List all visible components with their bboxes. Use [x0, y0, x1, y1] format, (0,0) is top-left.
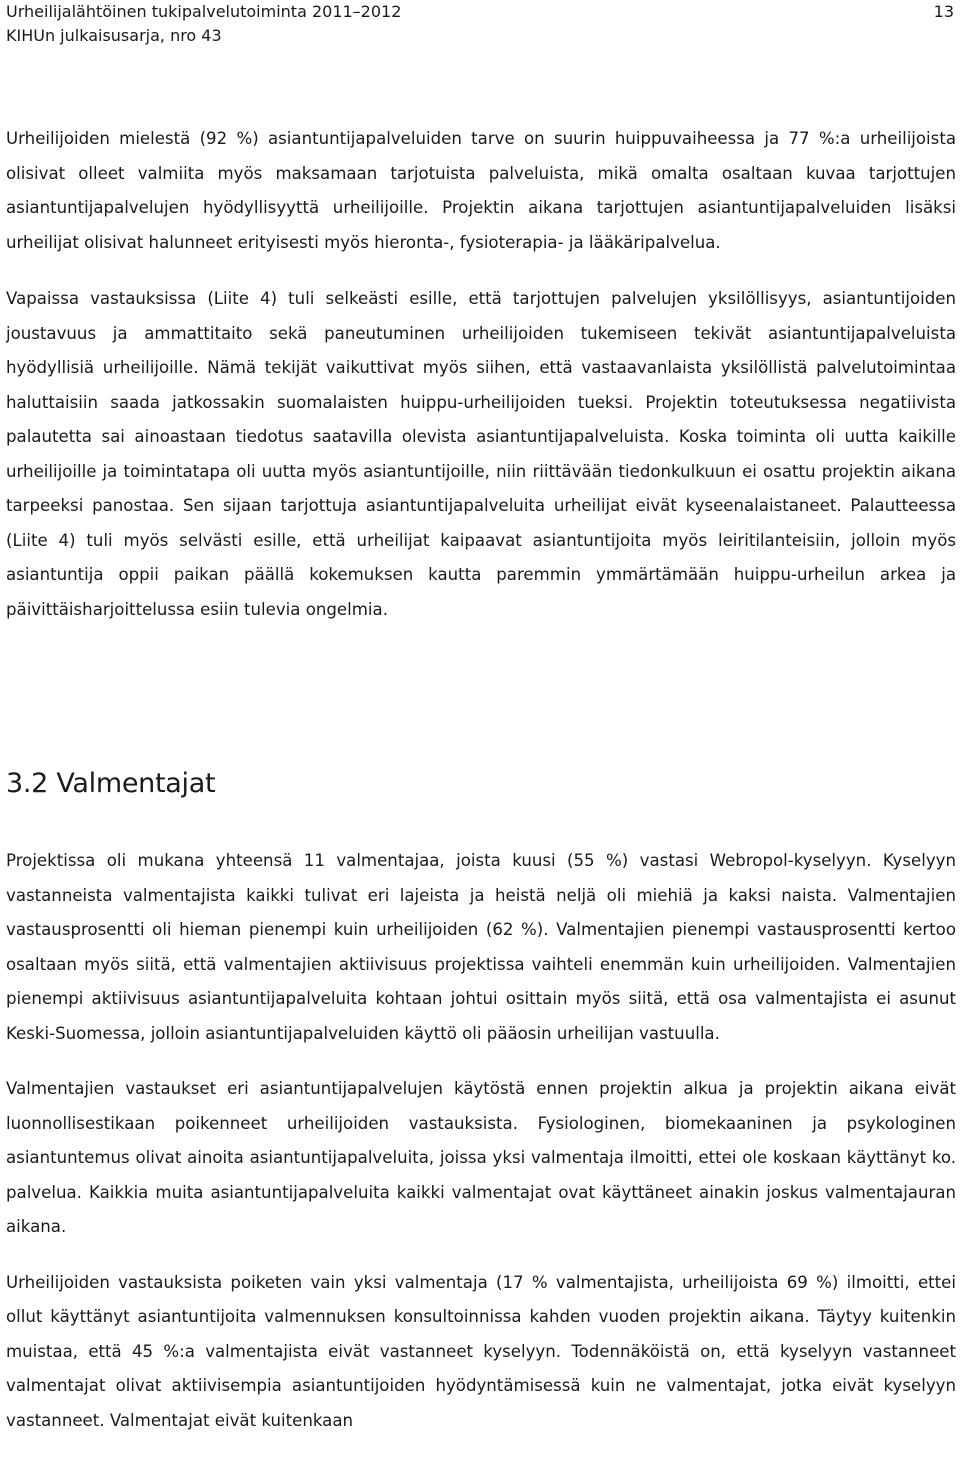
page-number: 13 — [933, 2, 954, 21]
paragraph: Urheilijoiden mielestä (92 %) asiantuntijapalveluiden tarve on suurin huippuvaiheessa ja 77 %:a urheilijoista olisivat olleet valmiita myös maksamaan tarjotuista palveluista, mikä omalta osaltaan kuvaa tarjottujen asiantuntijapalvelujen hyödyllisyyttä urheilijoille. Projektin aikana tarjottujen asiantuntijapalveluiden lisäksi urheilijat olisivat halunneet erityisesti myös hieronta-, fysioterapia- ja lääkäripalvelua. — [6, 129, 956, 252]
paragraph: Valmentajien vastaukset eri asiantuntijapalvelujen käytöstä ennen projektin alkua ja projektin aikana eivät luonnollisestikaan poikenneet urheilijoiden vastauksista. Fysiologinen, biomekaaninen ja psykologinen asiantuntemus olivat ainoita asiantuntijapalveluita, joissa yksi valmentaja ilmoitti, ettei ole koskaan käyttänyt ko. palvelua. Kaikkia muita asiantuntijapalveluita kaikki valmentajat ovat käyttäneet ainakin joskus valmentajauran aikana. — [6, 1079, 956, 1236]
section-valmentajat-text — [6, 844, 956, 1438]
publication-title: Urheilijalähtöinen tukipalvelutoiminta 2011–2012 — [6, 2, 402, 21]
paragraph: Projektissa oli mukana yhteensä 11 valmentajaa, joista kuusi (55 %) vastasi Webropol-kyselyyn. Kyselyyn vastanneista valmentajista kaikki tulivat eri lajeista ja heistä neljä oli miehiä ja kaksi naista. Valmentajien vastausprosentti oli hieman pienempi kuin urheilijoiden (62 %). Valmentajien pienempi vastausprosentti kertoo osaltaan myös siitä, että valmentajien aktiivisuus projektissa vaihteli enemmän kuin urheilijoiden. Valmentajien pienempi aktiivisuus asiantuntijapalveluita kohtaan johtui osittain myös siitä, että osa valmentajista ei asunut Keski-Suomessa, jolloin asiantuntijapalveluiden käyttö oli pääosin urheilijan vastuulla. — [6, 851, 956, 1043]
paragraph: Urheilijoiden vastauksista poiketen vain yksi valmentaja (17 % valmentajista, urheilijoista 69 %) ilmoitti, ettei ollut käyttänyt asiantuntijoita valmennuksen konsultoinnissa kahden vuoden projektin aikana. Täytyy kuitenkin muistaa, että 45 %:a valmentajista eivät vastanneet kyselyyn. Todennäköistä on, että kyselyyn vastanneet valmentajat olivat aktiivisempia asiantuntijoiden hyödyntämisessä kuin ne valmentajat, jotka eivät kyselyyn vastanneet. Valmentajat eivät kuitenkaan — [6, 1272, 956, 1430]
page-header — [6, 0, 954, 48]
section-urheilijat-text — [6, 122, 956, 627]
section-heading: 3.2 Valmentajat — [6, 768, 216, 799]
paragraph: Vapaissa vastauksissa (Liite 4) tuli selkeästi esille, että tarjottujen palvelujen yksilöllisyys, asiantuntijoiden joustavuus ja ammattitaito sekä paneutuminen urheilijoiden tukemiseen tekivät asiantuntijapalveluista hyödyllisiä urheilijoille. Nämä tekijät vaikuttivat myös siihen, että vastaavanlaista yksilöllistä palvelutoimintaa haluttaisiin saada jatkossakin suomalaisten huippu-urheilijoiden tueksi. Projektin toteutuksessa negatiivista palautetta sai ainoastaan tiedotus saatavilla olevista asiantuntijapalveluista. Koska toiminta oli uutta kaikille urheilijoille ja toimintatapa oli uutta myös asiantuntijoille, niin riittävään tiedonkulkuun ei osattu projektin aikana tarpeeksi panostaa. Sen sijaan tarjottuja asiantuntijapalveluita urheilijat eivät kyseenalaistaneet. Palautteessa (Liite 4) tuli myös selvästi esille, että urheilijat kaipaavat asiantuntijoita myös leiritilanteisiin, jolloin myös asiantuntija oppii paikan päällä kokemuksen kautta paremmin ymmärtämään huippu-urheilun arkea ja päivittäisharjoittelussa esiin tulevia ongelmia. — [6, 289, 956, 619]
series-info: KIHUn julkaisusarja, nro 43 — [6, 26, 222, 45]
